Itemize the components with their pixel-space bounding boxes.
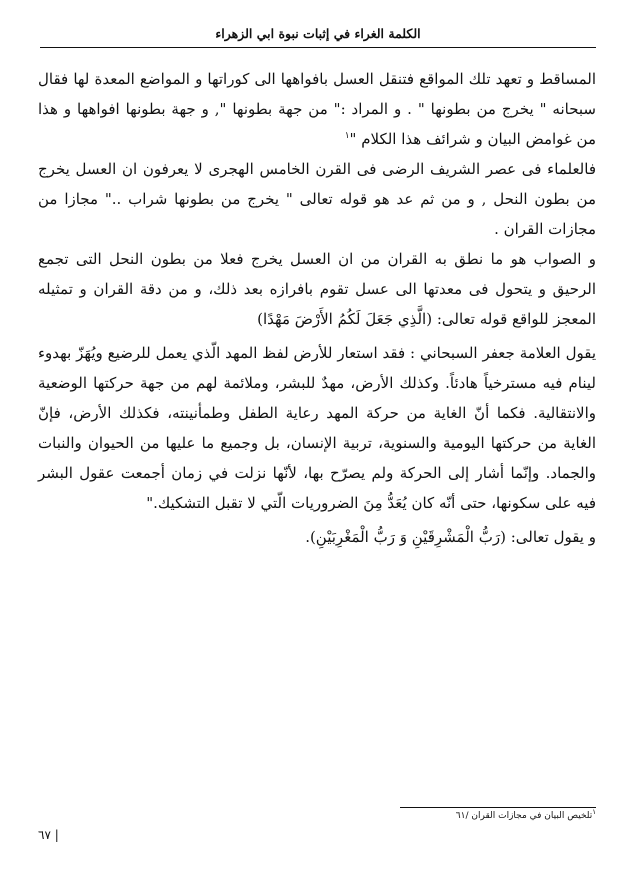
page-number: ٦٧ |	[38, 828, 59, 842]
running-header: الكلمة الغراء في إثبات نبوة ابي الزهراء	[215, 26, 421, 41]
footnote-reference[interactable]: ١	[344, 131, 350, 141]
body-text	[38, 64, 596, 552]
paragraph-2: فالعلماء فى عصر الشريف الرضى فى القرن الخامس الهجرى لا يعرفون ان العسل يخرج من بطون النحل , و من ثم عد هو قوله تعالى " يخرج من بطونها شراب .." مجازا من مجازات القران .	[38, 160, 596, 238]
paragraph-4: يقول العلامة جعفر السبحاني : فقد استعار للأرض لفظ المهد الّذي يعمل للرضيع ويُهَزّ بهدوء لينام فيه مسترخياً هادئاً. وكذلك الأرض، مهدٌ للبشر، وملائمة لهم من جهة حركتها الوضعية والانتقالية. فكما أنّ الغاية من حركة المهد رعاية الطفل وطمأنينته، فكذلك الأرض، فإنّ الغاية من حركتها اليومية والسنوية، تربية الإنسان، بل وجميع ما عليها من الحيوان والنبات والجماد. وإنّما أشار إلى الحركة ولم يصرّح بها، لأنّها نزلت في زمان أجمعت عقول البشر فيه على سكونها، حتى أنّه كان يُعَدُّ مِنَ الضروريات الّتي لا تقبل التشكيك."	[38, 344, 596, 512]
footnote-number: ١	[592, 808, 596, 816]
header-rule	[40, 47, 596, 48]
footnote-rule	[400, 807, 596, 808]
paragraph-3: و الصواب هو ما نطق به القران من ان العسل يخرج فعلا من بطون النحل التى تجمع الرحيق و يتحول فى معدتها الى عسل تقوم بافرازه بعد ذلك، و من دقة القران و تمثيله المعجز للواقع قوله تعالى: (الَّذِي جَعَلَ لَكُمُ الأَرْضَ مَهْدًا)	[38, 250, 596, 328]
footnote	[300, 808, 596, 821]
paragraph-1-text: المساقط و تعهد تلك المواقع فتنقل العسل بافواهها الى كوراتها و المواضع المعدة لها فقال سبحانه " يخرج من بطونها " . و المراد :" من جهة بطونها ", و جهة بطونها افواهها و هذا من غوامض البيان و شرائف هذا الكلام "	[38, 70, 596, 148]
footnote-text: تلخيص البيان في مجازات القران /٦١	[455, 811, 593, 821]
paragraph-5: و يقول تعالى: (رَبُّ الْمَشْرِقَيْنِ وَ رَبُّ الْمَغْرِبَيْنِ).	[305, 528, 596, 546]
paragraph-1	[38, 64, 596, 154]
